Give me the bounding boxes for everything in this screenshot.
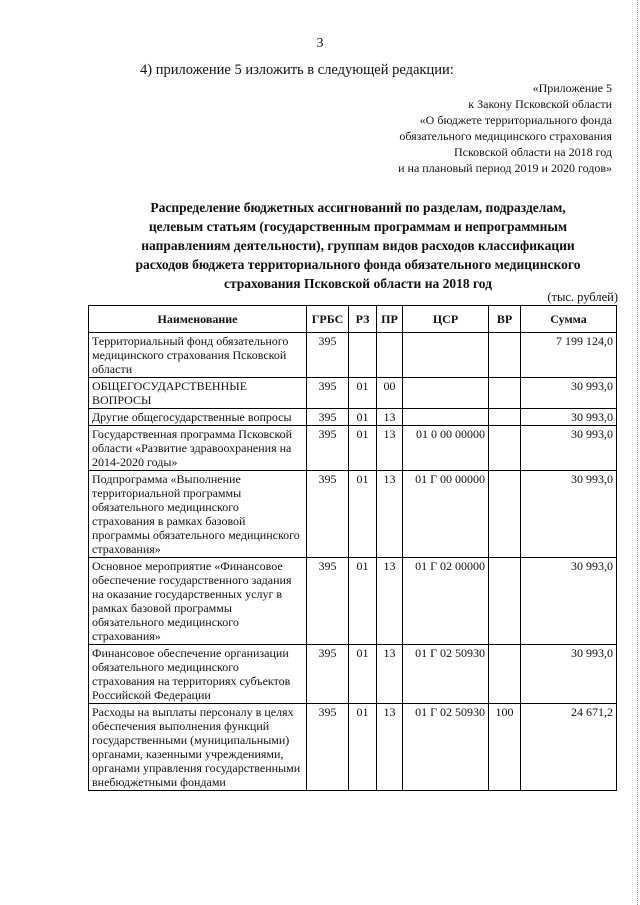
cell-csr: 01 Г 02 50930 bbox=[403, 645, 489, 704]
cell-pr: 00 bbox=[377, 378, 403, 409]
cell-pr bbox=[377, 333, 403, 378]
cell-grbs: 395 bbox=[307, 378, 349, 409]
header-vr: ВР bbox=[489, 306, 521, 333]
table-row bbox=[89, 409, 617, 426]
appendix-line: к Закону Псковской области bbox=[468, 97, 612, 111]
cell-csr bbox=[403, 333, 489, 378]
intro-line: 4) приложение 5 изложить в следующей редакции: bbox=[140, 62, 454, 78]
cell-sum: 30 993,0 bbox=[521, 558, 617, 645]
cell-rz bbox=[349, 333, 377, 378]
cell-grbs: 395 bbox=[307, 704, 349, 791]
document-title bbox=[88, 198, 628, 293]
cell-sum: 30 993,0 bbox=[521, 645, 617, 704]
appendix-line: Псковской области на 2018 год bbox=[453, 145, 612, 159]
table-row bbox=[89, 333, 617, 378]
cell-sum: 30 993,0 bbox=[521, 426, 617, 471]
cell-csr: 01 0 00 00000 bbox=[403, 426, 489, 471]
cell-rz: 01 bbox=[349, 558, 377, 645]
cell-csr: 01 Г 00 00000 bbox=[403, 471, 489, 558]
header-rz: РЗ bbox=[349, 306, 377, 333]
cell-sum: 30 993,0 bbox=[521, 409, 617, 426]
unit-label: (тыс. рублей) bbox=[547, 290, 618, 304]
table-row bbox=[89, 704, 617, 791]
header-csr: ЦСР bbox=[403, 306, 489, 333]
scan-edge bbox=[634, 0, 638, 905]
cell-rz: 01 bbox=[349, 471, 377, 558]
cell-sum: 7 199 124,0 bbox=[521, 333, 617, 378]
cell-rz: 01 bbox=[349, 426, 377, 471]
cell-vr bbox=[489, 471, 521, 558]
cell-csr: 01 Г 02 00000 bbox=[403, 558, 489, 645]
cell-vr bbox=[489, 333, 521, 378]
cell-name: Расходы на выплаты персоналу в целях обеспечения выполнения функций государственными (муниципальными) органами, казенными учреждениями, органами управления государственными внебюджетными фондами bbox=[89, 704, 307, 791]
title-line: расходов бюджета территориального фонда обязательного медицинского bbox=[135, 257, 581, 272]
cell-rz: 01 bbox=[349, 409, 377, 426]
header-pr: ПР bbox=[377, 306, 403, 333]
table-row bbox=[89, 426, 617, 471]
title-line: целевым статьям (государственным программам и непрограммным bbox=[148, 219, 568, 234]
cell-vr bbox=[489, 409, 521, 426]
cell-name: Территориальный фонд обязательного медицинского страхования Псковской области bbox=[89, 333, 307, 378]
cell-rz: 01 bbox=[349, 645, 377, 704]
cell-grbs: 395 bbox=[307, 645, 349, 704]
appendix-line: и на плановый период 2019 и 2020 годов» bbox=[398, 161, 612, 175]
cell-csr bbox=[403, 409, 489, 426]
cell-rz: 01 bbox=[349, 704, 377, 791]
cell-pr: 13 bbox=[377, 471, 403, 558]
cell-vr bbox=[489, 558, 521, 645]
header-name: Наименование bbox=[89, 306, 307, 333]
cell-name: Финансовое обеспечение организации обязательного медицинского страхования на территориях субъектов Российской Федерации bbox=[89, 645, 307, 704]
header-grbs: ГРБС bbox=[307, 306, 349, 333]
table-row bbox=[89, 558, 617, 645]
page-number: 3 bbox=[316, 36, 324, 51]
cell-sum: 30 993,0 bbox=[521, 378, 617, 409]
cell-vr bbox=[489, 378, 521, 409]
cell-pr: 13 bbox=[377, 409, 403, 426]
appendix-line: обязательного медицинского страхования bbox=[399, 129, 612, 143]
appendix-line: «О бюджете территориального фонда bbox=[419, 113, 612, 127]
cell-pr: 13 bbox=[377, 558, 403, 645]
cell-vr bbox=[489, 426, 521, 471]
cell-vr: 100 bbox=[489, 704, 521, 791]
title-line: направлениям деятельности), группам видов расходов классификации bbox=[141, 238, 575, 253]
appendix-reference bbox=[292, 80, 612, 176]
cell-grbs: 395 bbox=[307, 333, 349, 378]
cell-grbs: 395 bbox=[307, 471, 349, 558]
cell-name: Подпрограмма «Выполнение территориальной программы обязательного медицинского страхования в рамках базовой программы обязательного медицинского страхования» bbox=[89, 471, 307, 558]
cell-grbs: 395 bbox=[307, 426, 349, 471]
cell-sum: 24 671,2 bbox=[521, 704, 617, 791]
header-sum: Сумма bbox=[521, 306, 617, 333]
cell-pr: 13 bbox=[377, 704, 403, 791]
cell-rz: 01 bbox=[349, 378, 377, 409]
cell-pr: 13 bbox=[377, 426, 403, 471]
cell-sum: 30 993,0 bbox=[521, 471, 617, 558]
table-header-row bbox=[89, 306, 617, 333]
appendix-line: «Приложение 5 bbox=[532, 81, 612, 95]
cell-csr: 01 Г 02 50930 bbox=[403, 704, 489, 791]
table-row bbox=[89, 378, 617, 409]
title-line: страхования Псковской области на 2018 год bbox=[224, 276, 492, 291]
budget-table bbox=[88, 305, 617, 791]
cell-name: ОБЩЕГОСУДАРСТВЕННЫЕ ВОПРОСЫ bbox=[89, 378, 307, 409]
cell-name: Государственная программа Псковской области «Развитие здравоохранения на 2014-2020 годы» bbox=[89, 426, 307, 471]
table-row bbox=[89, 471, 617, 558]
title-line: Распределение бюджетных ассигнований по разделам, подразделам, bbox=[150, 200, 566, 215]
cell-name: Основное мероприятие «Финансовое обеспечение государственного задания на оказание государственных услуг в рамках базовой программы обязательного медицинского страхования» bbox=[89, 558, 307, 645]
cell-vr bbox=[489, 645, 521, 704]
cell-grbs: 395 bbox=[307, 558, 349, 645]
cell-grbs: 395 bbox=[307, 409, 349, 426]
cell-csr bbox=[403, 378, 489, 409]
cell-name: Другие общегосударственные вопросы bbox=[89, 409, 307, 426]
cell-pr: 13 bbox=[377, 645, 403, 704]
table-row bbox=[89, 645, 617, 704]
